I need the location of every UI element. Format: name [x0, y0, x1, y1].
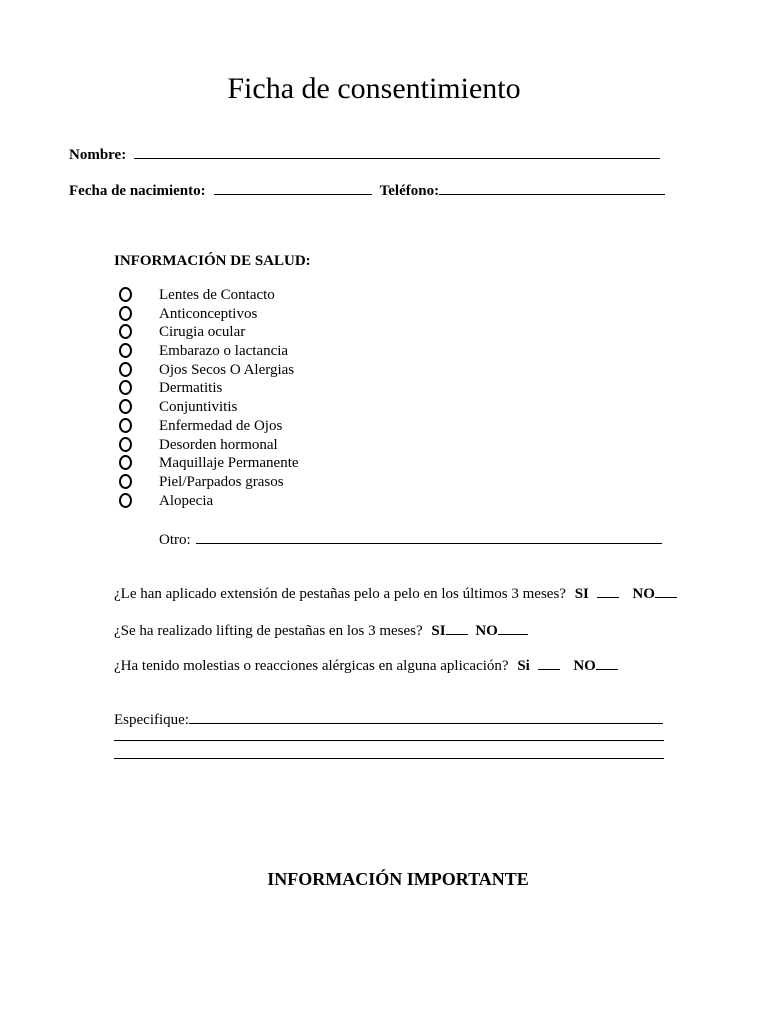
radio-circle-icon[interactable] [119, 437, 132, 452]
health-item-label: Embarazo o lactancia [159, 343, 289, 360]
radio-circle-icon[interactable] [119, 306, 132, 321]
question-text: ¿Ha tenido molestias o reacciones alérgicas en alguna aplicación? [114, 658, 509, 674]
radio-circle-icon[interactable] [119, 455, 132, 470]
phone-field[interactable] [439, 181, 665, 195]
radio-circle-icon[interactable] [119, 287, 132, 302]
no-field[interactable] [655, 584, 677, 598]
name-label: Nombre: [69, 147, 127, 163]
other-row [159, 530, 662, 549]
radio-circle-icon[interactable] [119, 362, 132, 377]
other-label: Otro: [159, 532, 191, 548]
name-field[interactable] [134, 145, 660, 159]
health-item-label: Maquillaje Permanente [159, 455, 299, 472]
radio-circle-icon[interactable] [119, 493, 132, 508]
specify-line-3[interactable] [114, 758, 664, 759]
radio-circle-icon[interactable] [119, 324, 132, 339]
health-item-label: Conjuntivitis [159, 399, 238, 416]
health-item-label: Cirugia ocular [159, 324, 246, 341]
no-label: NO [573, 658, 596, 674]
page-title: Ficha de consentimiento [227, 72, 521, 105]
no-field[interactable] [498, 621, 528, 635]
yes-label: SI [431, 623, 446, 639]
phone-label: Teléfono: [379, 183, 440, 199]
radio-circle-icon[interactable] [119, 418, 132, 433]
name-row [69, 145, 660, 164]
specify-label: Especifique: [114, 712, 189, 728]
health-item-label: Dermatitis [159, 380, 223, 397]
no-field[interactable] [596, 656, 618, 670]
radio-circle-icon[interactable] [119, 474, 132, 489]
yes-field[interactable] [597, 584, 619, 598]
question-row [114, 656, 618, 675]
no-label: NO [475, 623, 498, 639]
specify-field[interactable] [189, 710, 663, 724]
health-item-label: Piel/Parpados grasos [159, 473, 284, 490]
birth-phone-row [69, 181, 665, 200]
question-text: ¿Se ha realizado lifting de pestañas en los 3 meses? [114, 623, 423, 639]
health-item-label: Desorden hormonal [159, 436, 278, 453]
yes-field[interactable] [446, 621, 468, 635]
birth-date-field[interactable] [214, 181, 372, 195]
health-heading: INFORMACIÓN DE SALUD: [114, 253, 311, 269]
birth-label: Fecha de nacimiento: [69, 183, 206, 199]
health-item-label: Alopecia [159, 492, 214, 509]
health-item-label: Anticonceptivos [159, 305, 258, 322]
health-item-label: Lentes de Contacto [159, 287, 275, 303]
radio-circle-icon[interactable] [119, 399, 132, 414]
important-heading: INFORMACIÓN IMPORTANTE [267, 869, 529, 889]
yes-label: Si [517, 658, 530, 674]
question-text: ¿Le han aplicado extensión de pestañas pelo a pelo en los últimos 3 meses? [114, 586, 566, 602]
other-field[interactable] [196, 530, 662, 544]
radio-circle-icon[interactable] [119, 380, 132, 395]
health-item-label: Enfermedad de Ojos [159, 417, 283, 434]
yes-label: SI [574, 586, 589, 602]
no-label: NO [632, 586, 655, 602]
specify-line-2[interactable] [114, 740, 664, 741]
yes-field[interactable] [538, 656, 560, 670]
specify-row [114, 710, 663, 729]
question-row [114, 621, 528, 640]
health-item-label: Ojos Secos O Alergias [159, 361, 295, 378]
radio-circle-icon[interactable] [119, 343, 132, 358]
question-row [114, 584, 677, 603]
